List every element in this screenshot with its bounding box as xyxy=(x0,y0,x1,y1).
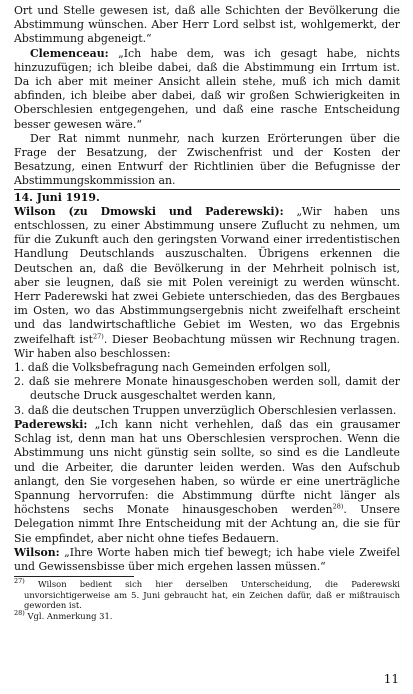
paragraph-wilson-reply xyxy=(14,546,400,574)
footnote-text: Wilson bedient sich hier derselben Unterscheidung, die Paderewski unvorsichtigerweise am 5. Juni gebraucht hat, ein Zeichen dafür, daß er mißtrauisch geworden ist. xyxy=(24,579,400,611)
wilson-statement: „Wir haben uns entschlossen, zu einer Abstimmung unsere Zuflucht zu nehmen, um für die Zukunft auch den geringsten Vorwand einer irredentistischen Handlung Deutschlands auszuschalten. Übrigens erkennen die Deutschen an, daß die Bevölkerung in der Mehrheit polnisch ist, aber sie leugnen, daß sie mit Polen vereinigt zu werden wünscht. Herr Paderewski hat zwei Gebiete unterschieden, das des Bergbaues im Osten, wo das Abstimmungsergebnis nicht zweifelhaft erscheint und das landwirtschaftliche Gebiet im Westen, wo das Ergebnis zweifelhaft ist xyxy=(14,204,400,346)
wilson-statement-end: . Dieser Beobachtung müssen wir Rechnung tragen. Wir haben also beschlossen: xyxy=(14,332,400,360)
wilson-reply-statement: „Ihre Worte haben mich tief bewegt; ich habe viele Zweifel und Gewissensbisse über mich ergehen lassen müssen.“ xyxy=(14,545,400,573)
decision-item: 2. daß sie mehrere Monate hinausgeschoben werden soll, damit der deutsche Druck ausgeschaltet werden kann, xyxy=(14,375,400,403)
decision-list xyxy=(14,361,400,418)
footnote-mark: 27) xyxy=(14,577,25,586)
footnote-27 xyxy=(14,579,400,611)
footnote-text: Vgl. Anmerkung 31. xyxy=(24,610,113,621)
paragraph-clemenceau xyxy=(14,47,400,132)
speaker-clemenceau: Clemenceau: xyxy=(30,46,109,60)
paragraph-council-decision: Der Rat nimmt nunmehr, nach kurzen Erörterungen über die Frage der Besatzung, der Zwischenfrist und der Kosten der Besatzung, einen Entwurf der Richtlinien über die Befugnisse der Abstimmungskommission an. xyxy=(14,131,400,188)
decision-item: 3. daß die deutschen Truppen unverzüglich Oberschlesien verlassen. xyxy=(14,403,397,417)
paragraph-paderewski xyxy=(14,418,400,546)
footnote-divider xyxy=(14,576,134,577)
clemenceau-statement: „Ich habe dem, was ich gesagt habe, nichts hinzuzufügen; ich bleibe dabei, daß die Abstimmung ein Irrtum ist. Da ich aber mit meiner Ansicht allein stehe, muß ich mich damit abfinden, ich bleibe aber dabei, daß wir großen Schwierigkeiten in Oberschlesien entgegengehen, und daß eine rasche Entscheidung besser gewesen wäre.“ xyxy=(14,46,400,131)
speaker-aside: (zu Dmowski und Paderewski): xyxy=(55,204,297,218)
decision-item: 1. daß die Volksbefragung nach Gemeinden erfolgen soll, xyxy=(14,361,331,375)
footnote-28 xyxy=(14,611,400,622)
page-number: 11 xyxy=(383,672,399,686)
paderewski-statement: „Ich kann nicht verhehlen, daß das ein grausamer Schlag ist, denn man hat uns Oberschlesien versprochen. Wenn die Abstimmung uns nicht günstig sein sollte, so sind es die Landleute und die Arbeiter, die darunter leiden werden. Was den Aufschub anlangt, den Sie vorgesehen haben, so würde er eine unerträgliche Spannung hervorrufen: die Abstimmung dürfte nicht länger als höchstens sechs Monate hinausgeschoben werden xyxy=(14,417,400,517)
footnote-ref-27[interactable]: 27) xyxy=(93,332,104,341)
footnote-mark: 28) xyxy=(14,609,25,618)
page-content xyxy=(14,4,400,622)
speaker-paderewski: Paderewski: xyxy=(14,417,88,431)
date-heading: 14. Juni 1919. xyxy=(14,189,400,205)
speaker-wilson: Wilson xyxy=(14,204,56,218)
footnote-ref-28[interactable]: 28) xyxy=(332,502,344,511)
paragraph-continuation: Ort und Stelle gewesen ist, daß alle Schichten der Bevölkerung die Abstimmung wünschen. Aber Herr Lord selbst ist, wohlgemerkt, der Abstimmung abgeneigt.“ xyxy=(14,4,400,46)
paragraph-wilson xyxy=(14,205,400,361)
speaker-wilson-reply: Wilson: xyxy=(14,545,60,559)
paderewski-statement-end: . Unsere Delegation nimmt Ihre Entscheidung mit der Achtung an, die sie für Sie empfindet, aber nicht ohne tiefes Bedauern. xyxy=(14,503,400,545)
